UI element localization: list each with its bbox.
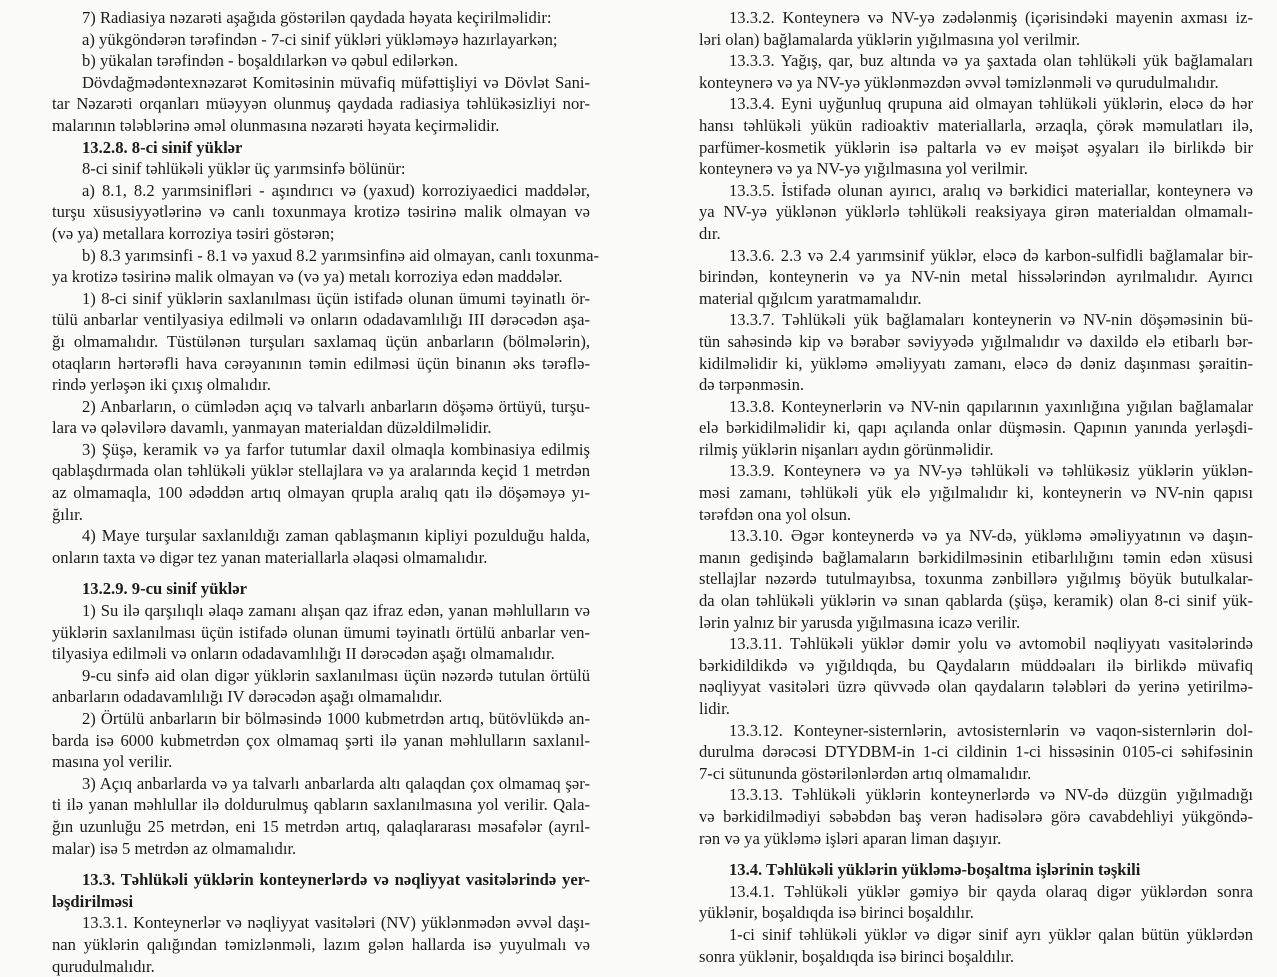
text-line: tülü anbarlar ventilyasiya edilməli və onların odadavamlılığı III dərəcədən aşa-: [52, 310, 590, 330]
text-line: birindən, konteynerin və ya NV-nin metal hissələrindən ayrılmalıdır. Ayırıcı: [699, 267, 1253, 287]
text-line: dır.: [699, 223, 721, 243]
text-line: ğın uzunluğu 25 metrdən, eni 15 metrdən artıq, qalaqlararası məsafələr (ayrıl-: [52, 816, 590, 836]
text-line: Dövdağmədəntexnəzarət Komitəsinin müvafiq müfəttişliyi və Dövlət Sani-: [82, 72, 590, 92]
paragraph: [699, 720, 1253, 785]
text-line: a) 8.1, 8.2 yarımsinifləri - aşındırıcı və (yaxud) korroziyaedici maddələr,: [82, 180, 590, 200]
text-line: 13.3.13. Təhlükəli yüklərin konteynerlərdə və NV-də düzgün yığılmadığı: [729, 785, 1253, 805]
paragraph: [52, 158, 590, 180]
text-line: lara və qələvilərə davamlı, yanmayan materialdan düzəldilməlidir.: [52, 418, 492, 438]
text-line: ti ilə yanan məhlullar ilə doldurulmuş qabların saxlanılmasına yol verilir. Qala-: [52, 795, 590, 815]
text-line: qurudulmalıdır.: [52, 956, 155, 976]
text-line: tilyasiya edilməli və onların odadavamlılığı II dərəcədən aşağı olmamalıdır.: [52, 644, 555, 664]
text-line: 13.3.6. 2.3 və 2.4 yarımsinif yüklər, eləcə də karbon-sulfidli bağlamalar bir-: [729, 245, 1253, 265]
text-line: 7-ci sütununda göstərilənlərdən artıq olmamalıdır.: [699, 763, 1032, 783]
text-line: 13.3.9. Konteynerə və ya NV-yə təhlükəli və təhlükəsiz yüklərin yüklən-: [729, 461, 1253, 481]
paragraph: [52, 600, 590, 665]
text-line: 13.3.11. Təhlükəli yüklər dəmir yolu və avtomobil nəqliyyatı vasitələrində: [729, 634, 1253, 654]
text-line: tar Nəzarəti orqanları müəyyən olunmuş qaydada radiasiya təhlükəsizliyi nor-: [52, 94, 590, 114]
text-line: 13.2.8. 8-ci sinif yüklər: [82, 137, 243, 157]
paragraph: [699, 633, 1253, 719]
text-line: tün sahəsində kip və bərabər səviyyədə yığılmalıdır və daxildə elə etibarlı bər-: [699, 331, 1253, 351]
left-page: [52, 7, 600, 977]
text-line: 13.3. Təhlükəli yüklərin konteynerlərdə və nəqliyyat vasitələrində yer-: [82, 870, 590, 890]
paragraph: [699, 7, 1253, 50]
text-line: qablaşdırmada olan təhlükəli yüklər stellajlara və ya aralarında keçid 1 metrdən: [52, 461, 590, 481]
paragraph: [52, 525, 590, 568]
text-line: lərin yalnız bir yarusda yığılmasına icazə verilir.: [699, 612, 1021, 632]
paragraph: [699, 180, 1253, 245]
paragraph: [52, 7, 590, 29]
paragraph: [52, 50, 590, 72]
text-line: 13.3.4. Eyni uyğunluq qrupuna aid olmayan təhlükəli yüklərin, eləcə də hər: [729, 94, 1253, 114]
paragraph: [52, 439, 590, 525]
text-line: 13.3.12. Konteyner-sisternlərin, avtosisternlərin və vaqon-sisternlərin dol-: [729, 720, 1253, 740]
text-line: 1) Su ilə qarşılıqlı əlaqə zamanı alışan qaz ifraz edən, yanan məhlulların və: [82, 601, 590, 621]
paragraph: [52, 396, 590, 439]
text-line: 13.3.1. Konteynerlər və nəqliyyat vasitələri (NV) yüklənmədən əvvəl daşı-: [82, 913, 590, 933]
text-line: 3) Açıq anbarlarda və ya talvarlı anbarlarda altı qalaqdan çox olmamaq şər-: [82, 773, 590, 793]
text-line: yüklənir, boşaldıqda isə birinci boşaldılır.: [699, 903, 974, 923]
right-page: [699, 7, 1253, 967]
text-line: 9-cu sinfə aid olan digər yüklərin saxlanılması üçün nəzərdə tutulan örtülü: [82, 665, 590, 685]
text-line: 13.3.7. Təhlükəli yük bağlamaları konteynerin və NV-nin döşəməsinin bü-: [729, 310, 1253, 330]
text-line: sonra yüklənir, boşaldıqda isə birinci boşaldılır.: [699, 946, 1015, 966]
paragraph: [52, 708, 590, 773]
paragraph: [52, 665, 590, 708]
text-line: ləri olan) bağlamalarda yüklərin yığılmasına yol verilmir.: [699, 29, 1081, 49]
paragraph: [699, 93, 1253, 179]
text-line: 13.3.5. İstifadə olunan ayırıcı, aralıq və bərkidici materiallar, konteynerə və: [729, 180, 1253, 200]
text-line: 13.3.10. Əgər konteynerdə və ya NV-də, yükləmə əməliyyatının və daşın-: [729, 526, 1253, 546]
text-line: ləşdirilməsi: [52, 891, 134, 911]
section-heading: [52, 869, 590, 912]
paragraph: [699, 396, 1253, 461]
text-line: nəqliyyat vasitələri üzrə qüvvədə olan qaydaların tələbləri də yerinə yetirilmə-: [699, 677, 1253, 697]
paragraph: [699, 50, 1253, 93]
text-line: rən və ya yükləmə işləri aparan liman daşıyır.: [699, 828, 1002, 848]
paragraph: [699, 460, 1253, 525]
text-line: da olan təhlükəli yüklərin və sınan qablarda (şüşə, keramik) olan 8-ci sinif yük-: [699, 591, 1253, 611]
text-line: 13.4. Təhlükəli yüklərin yükləmə-boşaltma işlərinin təşkili: [729, 860, 1141, 880]
text-line: barda isə 6000 kubmetrdən çox olmamaq şərti ilə yanan məhlulların saxlanıl-: [52, 730, 590, 750]
text-line: a) yükgöndərən tərəfindən - 7-ci sinif yükləri yükləməyə hazırlayarkən;: [82, 29, 558, 49]
paragraph: [52, 288, 590, 396]
text-line: 13.3.8. Konteynerlərin və NV-nin qapılarının yaxınlığına yığılan bağlamalar: [729, 396, 1253, 416]
text-line: də tərpənməsin.: [699, 375, 805, 395]
section-heading: [52, 578, 590, 600]
paragraph: [699, 881, 1253, 924]
text-line: lidir.: [699, 699, 730, 718]
paragraph: [699, 309, 1253, 395]
text-line: bərkidildikdə və yığıldıqda, bu Qaydaların müddəaları ilə birlikdə müvafiq: [699, 655, 1253, 675]
text-line: az olmamaqla, 100 ədəddən artıq olmayan qrupla aralıq qatı ilə döşəməyə yı-: [52, 483, 590, 503]
text-line: hansı təhlükəli yükün radioaktiv materiallarla, ərzaqla, çörək məmulatları ilə,: [699, 115, 1253, 135]
paragraph: [699, 784, 1253, 849]
paragraph: [52, 72, 590, 137]
text-line: və bərkidilmədiyi səbəbdən baş verən hadisələrə görə cavabdehliyi yükgöndə-: [699, 806, 1253, 826]
text-line: ya NV-yə yüklənən yüklərlə təhlükəli reaksiyaya girən materialdan olmamalı-: [699, 202, 1253, 222]
section-heading: [699, 859, 1253, 881]
text-line: stellajlar nəzərdə tutulmayıbsa, toxunma zənbillərə yığılmış böyük butulkalar-: [699, 569, 1253, 589]
text-line: 13.3.2. Konteynerə və NV-yə zədələnmiş (içərisindəki mayenin axması iz-: [729, 8, 1253, 27]
text-line: 7) Radiasiya nəzarəti aşağıda göstərilən qaydada həyata keçirilməlidir:: [82, 8, 552, 27]
text-line: anbarların odadavamlılığı IV dərəcədən aşağı olmamalıdır.: [52, 687, 443, 707]
paragraph: [52, 29, 590, 51]
text-line: (və ya) metallara korroziya təsiri göstərən;: [52, 223, 335, 243]
paragraph: [52, 912, 590, 977]
paragraph: [52, 773, 590, 859]
text-line: məsi zamanı, təhlükəli yük elə yığılmalıdır ki, konteynerin və NV-nin qapısı: [699, 483, 1253, 503]
text-line: 13.3.3. Yağış, qar, buz altında və ya şaxtada olan təhlükəli yük bağlamaları: [729, 51, 1253, 71]
text-line: konteynerə və ya NV-yə yüklənməzdən əvvəl təmizlənməli və qurudulmalıdır.: [699, 72, 1219, 92]
paragraph: [699, 924, 1253, 967]
paragraph: [52, 180, 590, 245]
text-line: 3) Şüşə, keramik və ya farfor tutumlar daxil olmaqla kombinasiya edilmiş: [82, 439, 590, 459]
text-line: konteynerə və ya NV-yə yığılmasına yol verilmir.: [699, 159, 1028, 179]
text-line: b) 8.3 yarımsinfi - 8.1 və yaxud 8.2 yarımsinfinə aid olmayan, canlı toxunma-: [82, 245, 600, 265]
text-line: kidilməlidir ki, yükləmə əməliyyatı zamanı, eləcə də dəniz daşınması şəraitin-: [699, 353, 1253, 373]
text-line: otaqların hərtərəfli hava cərəyanının təmin edilməsi üçün binanın əks tərəflə-: [52, 353, 590, 373]
paragraph: [52, 245, 600, 288]
text-line: manın gedişində bağlamaların bərkidilməsinin etibarlılığını təmin edən xüsusi: [699, 547, 1253, 567]
section-heading: [52, 137, 590, 159]
text-line: 13.2.9. 9-cu sinif yüklər: [82, 579, 248, 599]
paragraph: [699, 525, 1253, 633]
text-line: rində yerləşən iki çıxış olmalıdır.: [52, 375, 271, 395]
text-line: b) yükalan tərəfindən - boşaldılarkən və qəbul edilərkən.: [82, 51, 458, 71]
text-line: yüklərin saxlanılması üçün istifadə olunan ümumi təyinatlı örtülü anbarlar ven-: [52, 622, 590, 642]
text-line: parfümer-kosmetik yüklərin isə paltarla və ev məişət əşyaları ilə birlikdə bir: [699, 137, 1253, 157]
text-line: 1-ci sinif təhlükəli yüklər və digər sinif ayrı yüklər qalan bütün yüklərdən: [729, 924, 1253, 944]
text-line: rilmiş yüklərin nişanları aydın görünməlidir.: [699, 439, 994, 459]
text-line: malarının tələblərinə əməl olunmasına nəzarəti həyata keçirməlidir.: [52, 115, 500, 135]
text-line: durulma dərəcəsi DTYDBM-in 1-ci cildinin 1-ci hissəsinin 0105-ci səhifəsinin: [699, 742, 1253, 762]
text-line: 2) Anbarların, o cümlədən açıq və talvarlı anbarların döşəmə örtüyü, turşu-: [82, 396, 590, 416]
text-line: 13.4.1. Təhlükəli yüklər gəmiyə bir qayda olaraq digər yüklərdən sonra: [729, 881, 1253, 901]
text-line: material qığılcım yaratmamalıdır.: [699, 288, 922, 308]
text-line: nan yüklərin qalığından təmizlənməli, lazım gələn hallarda isə yuyulmalı və: [52, 934, 590, 954]
text-line: turşu xüsusiyyətlərinə və canlı toxunmaya krotizə təsirinə malik olmayan və: [52, 202, 590, 222]
text-line: ya krotizə təsirinə malik olmayan və (və ya) metalı korroziya edən maddələr.: [52, 267, 563, 287]
paragraph: [699, 245, 1253, 310]
text-line: ğı olmamalıdır. Tüstülənən turşuları saxlamaq üçün anbarların (bölmələrin),: [52, 331, 590, 351]
text-line: 4) Maye turşular saxlanıldığı zaman qablaşmanın kipliyi pozulduğu halda,: [82, 526, 590, 546]
text-line: malar) isə 5 metrdən az olmamalıdır.: [52, 838, 297, 858]
text-line: tərəfdən ona yol olsun.: [699, 504, 852, 524]
text-line: onların taxta və digər tez yanan materiallarla əlaqəsi olmamalıdır.: [52, 547, 488, 567]
text-line: 1) 8-ci sinif yüklərin saxlanılması üçün istifadə olunan ümumi təyinatlı ör-: [82, 288, 590, 308]
text-line: elə bərkidilməlidir ki, qapı açılanda onlar düşməsin. Qapının yanında yerləşdi-: [699, 418, 1253, 438]
text-line: masına yol verilir.: [52, 752, 173, 772]
text-line: 8-ci sinif təhlükəli yüklər üç yarımsinfə bölünür:: [82, 159, 406, 179]
text-line: 2) Örtülü anbarların bir bölməsində 1000 kubmetrdən artıq, bütövlükdə an-: [82, 709, 590, 728]
text-line: ğılır.: [52, 504, 83, 524]
